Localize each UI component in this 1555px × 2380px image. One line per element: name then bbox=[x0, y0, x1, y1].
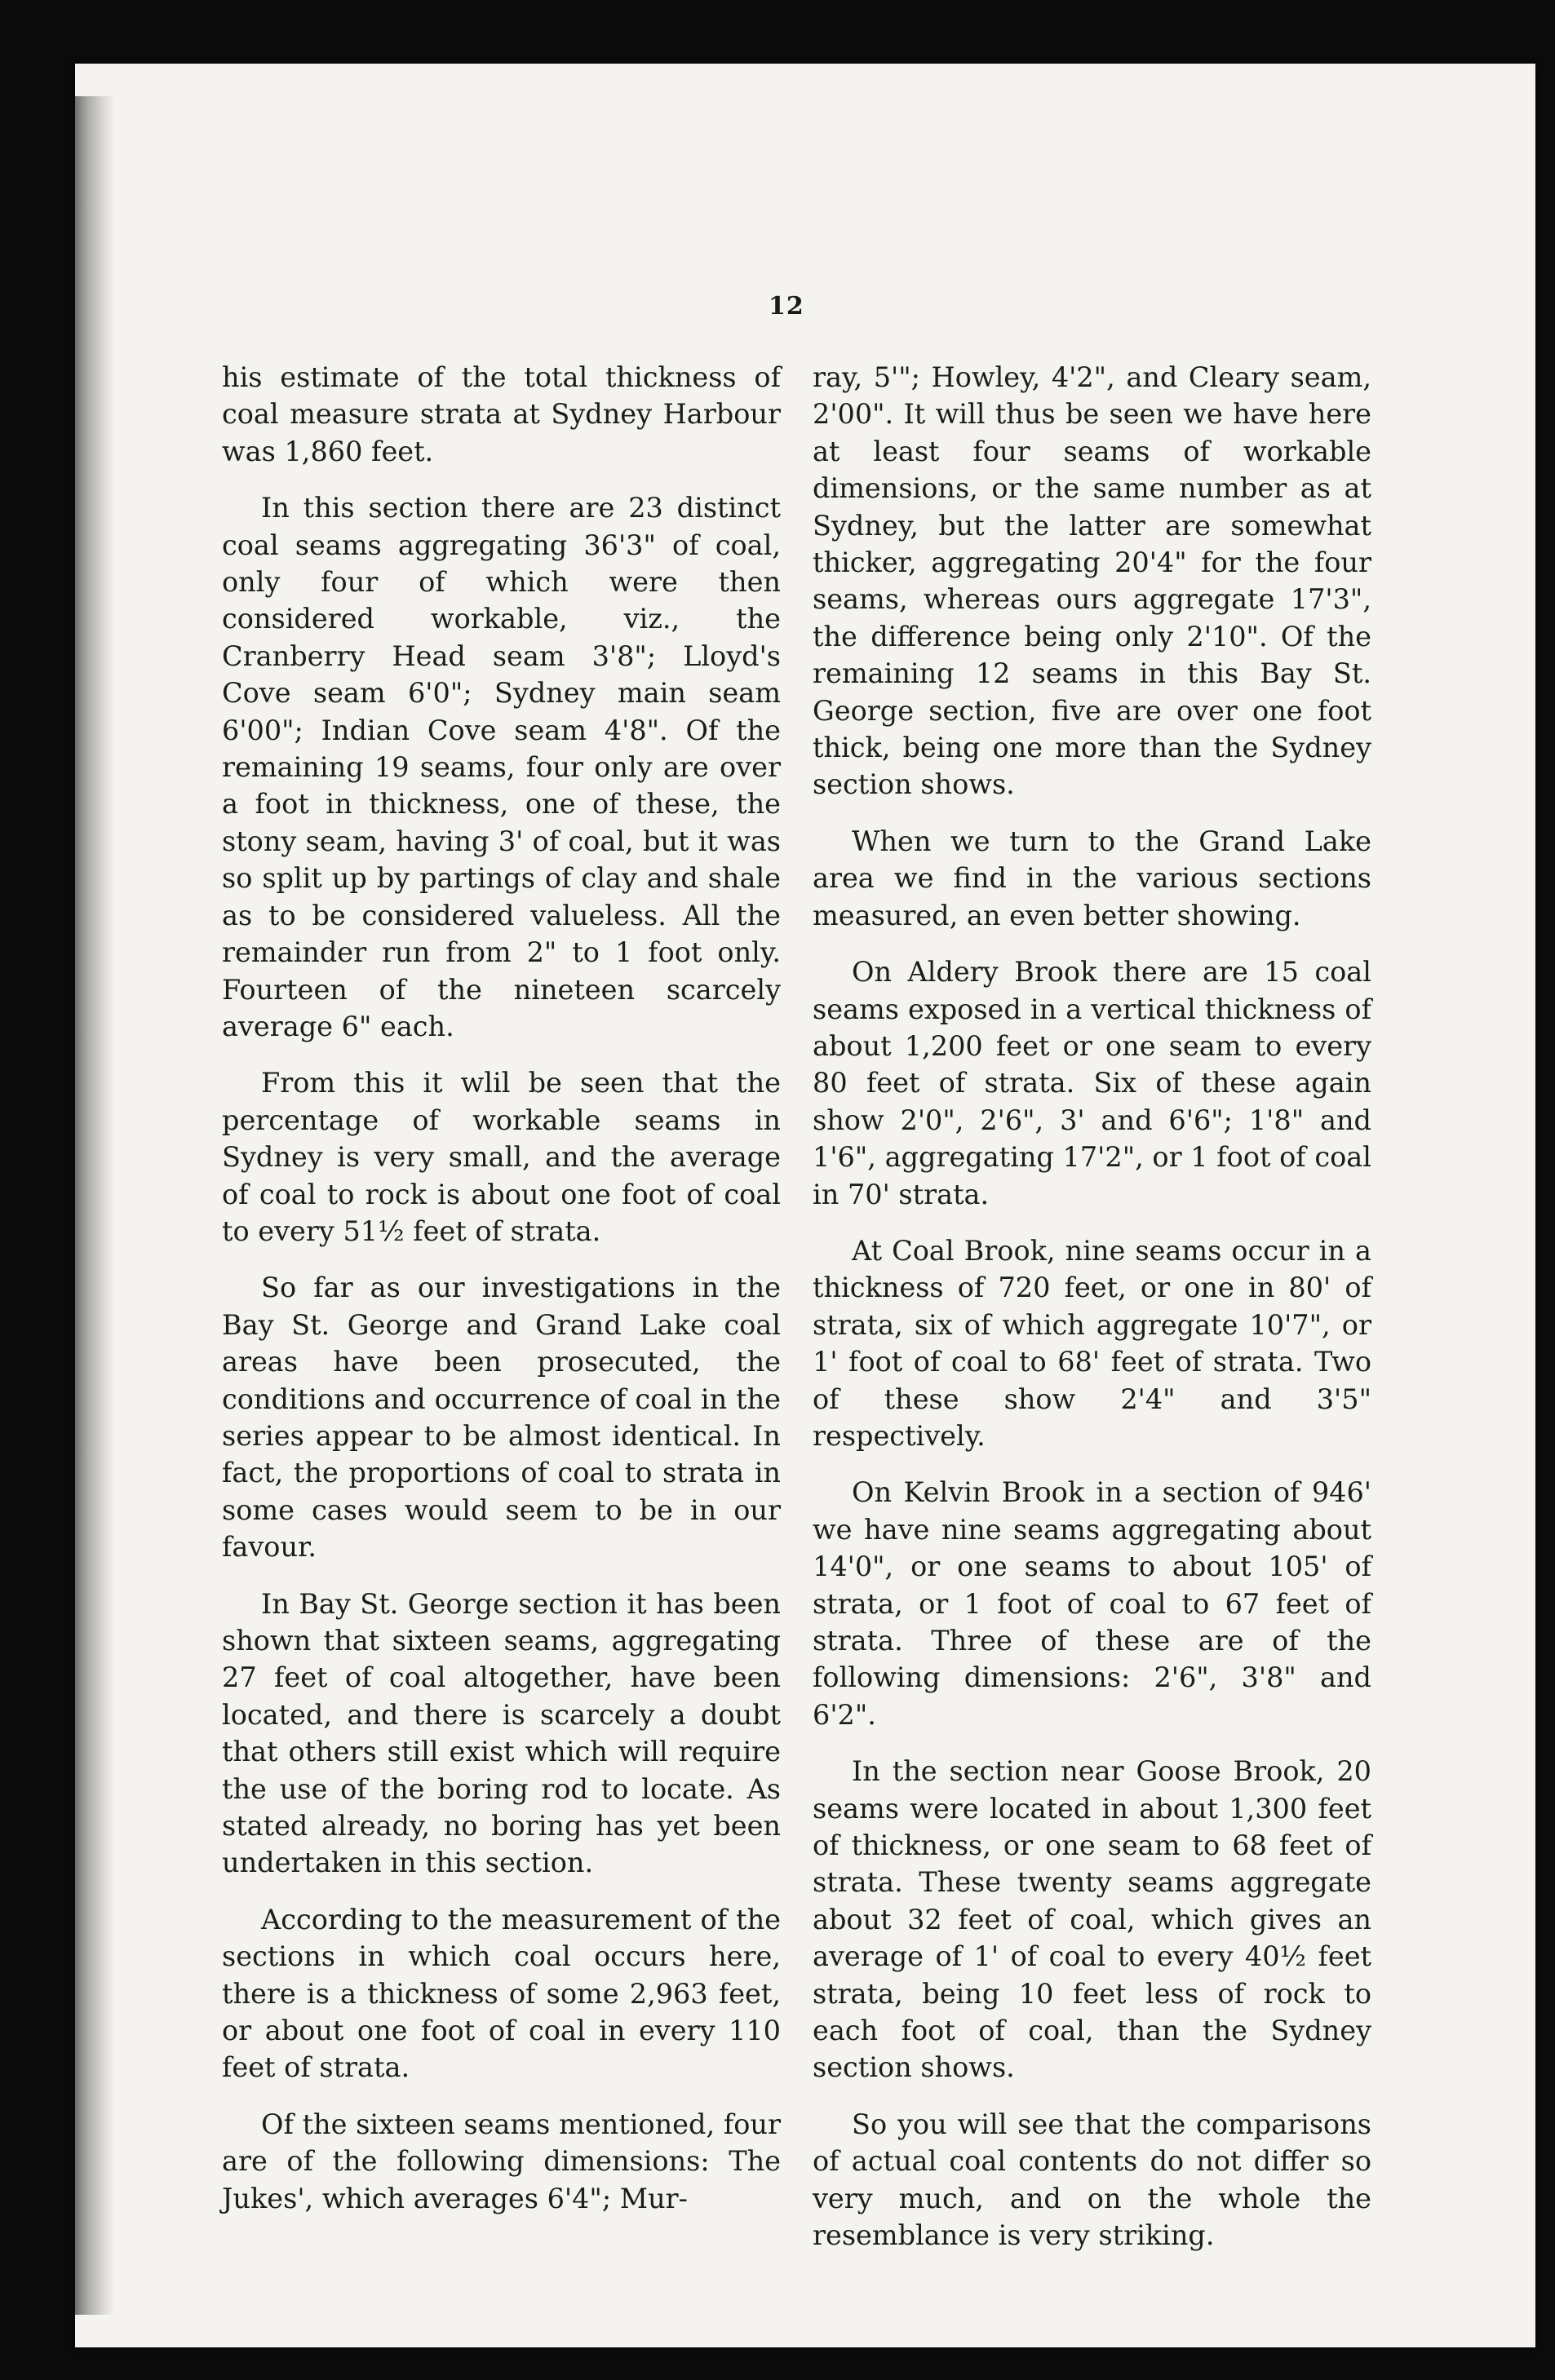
page-binding-shadow bbox=[75, 96, 114, 2315]
paragraph: From this it wlil be seen that the percentage of workable seams in Sydney is very small, and the average of coal to rock is about one foot of coal to every 51½ feet of strata. bbox=[222, 1067, 781, 1247]
paragraph: In Bay St. George section it has been shown that sixteen seams, aggregating 27 feet of coal altogether, have been located, and there is scarcely a doubt that others still exist which will require the use of the boring rod to locate. As stated already, no boring has yet been undertaken in this section. bbox=[222, 1587, 781, 1879]
paragraph: his estimate of the total thickness of coal measure strata at Sydney Harbour was 1,860 feet. bbox=[222, 361, 781, 467]
paragraph: In the section near Goose Brook, 20 seams were located in about 1,300 feet of thickness, or one seam to 68 feet of strata. These twenty seams aggregate about 32 feet of coal, which gives an average of 1' of coal to every 40½ feet strata, being 10 feet less of rock to each foot of coal, than the Sydney section shows. bbox=[813, 1755, 1371, 2084]
paragraph: So far as our investigations in the Bay St. George and Grand Lake coal areas have been prosecuted, the conditions and occurrence of coal in the series appear to be almost identical. In fact, the proportions of coal to strata in some cases would seem to be in our favour. bbox=[222, 1272, 781, 1564]
book-page bbox=[75, 64, 1535, 2347]
paragraph: In this section there are 23 distinct coal seams aggregating 36'3" of coal, only four of which were then considered workable, viz., the Cranberry Head seam 3'8"; Lloyd's Cove seam 6'0"; Sydney main seam 6'00"; Indian Cove seam 4'8". Of the remaining 19 seams, four only are over a foot in thickness, one of these, the stony seam, having 3' of coal, but it was so split up by partings of clay and shale as to be considered valueless. All the remainder run from 2" to 1 foot only. Fourteen of the nineteen scarcely average 6" each. bbox=[222, 492, 781, 1042]
paragraph: According to the measurement of the sections in which coal occurs here, there is a thickness of some 2,963 feet, or about one foot of coal in every 110 feet of strata. bbox=[222, 1903, 781, 2084]
paragraph: ray, 5'"; Howley, 4'2", and Cleary seam, 2'00". It will thus be seen we have here at least four seams of workable dimensions, or the same number as at Sydney, but the latter are somewhat thicker, aggregating 20'4" for the four seams, whereas ours aggregate 17'3", the difference being only 2'10". Of the remaining 12 seams in this Bay St. George section, five are over one foot thick, being one more than the Sydney section shows. bbox=[813, 361, 1371, 801]
page-number: 12 bbox=[769, 292, 804, 321]
paragraph: On Aldery Brook there are 15 coal seams exposed in a vertical thickness of about 1,200 feet or one seam to every 80 feet of strata. Six of these again show 2'0", 2'6", 3' and 6'6"; 1'8" and 1'6", aggregating 17'2", or 1 foot of coal in 70' strata. bbox=[813, 956, 1371, 1210]
paragraph: So you will see that the comparisons of actual coal contents do not differ so very much, and on the whole the resemblance is very striking. bbox=[813, 2108, 1371, 2252]
paragraph: At Coal Brook, nine seams occur in a thickness of 720 feet, or one in 80' of strata, six of which aggregate 10'7", or 1' foot of coal to 68' feet of strata. Two of these show 2'4" and 3'5" respectively. bbox=[813, 1234, 1371, 1452]
right-column bbox=[813, 359, 1371, 2274]
left-column bbox=[222, 359, 781, 2236]
paragraph: On Kelvin Brook in a section of 946' we have nine seams aggregating about 14'0", or one seams to about 105' of strata, or 1 foot of coal to 67 feet of strata. Three of these are of the following dimensions: 2'6", 3'8" and 6'2". bbox=[813, 1476, 1371, 1731]
paragraph: Of the sixteen seams mentioned, four are of the following dimensions: The Jukes', which averages 6'4"; Mur- bbox=[222, 2108, 781, 2214]
paragraph: When we turn to the Grand Lake area we find in the various sections measured, an even better showing. bbox=[813, 825, 1371, 931]
